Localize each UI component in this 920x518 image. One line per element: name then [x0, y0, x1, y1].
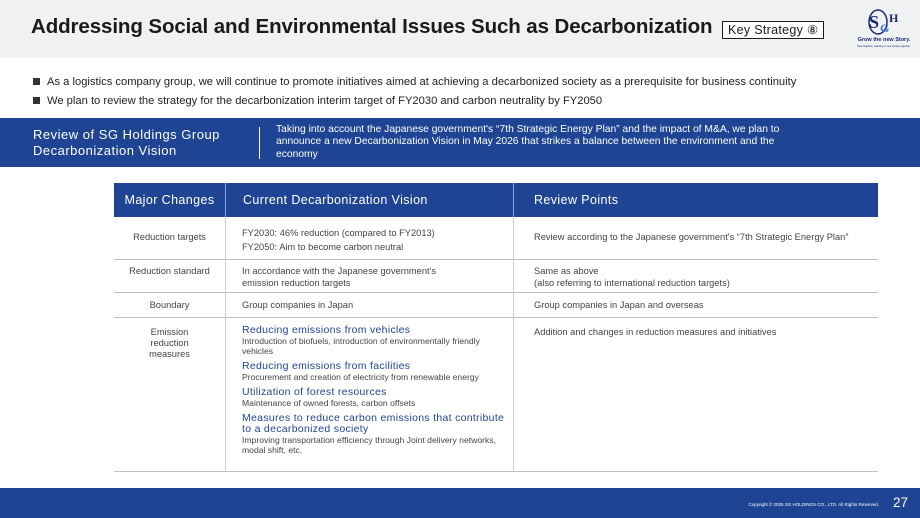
row-label-line: reduction	[150, 338, 189, 348]
key-strategy-badge: Key Strategy ⑧	[722, 21, 824, 39]
table-row	[114, 260, 878, 293]
cell-line: Review according to the Japanese government's “7th Strategic Energy Plan”	[534, 232, 849, 242]
measure-item	[242, 325, 507, 356]
cell-line: In accordance with the Japanese government's	[242, 266, 437, 276]
row-label: Reduction standard	[114, 260, 226, 292]
bullet-item	[33, 91, 796, 110]
cell-line: Same as above	[534, 266, 599, 276]
svg-text:S: S	[869, 12, 880, 32]
comparison-table	[114, 183, 878, 472]
row-label-line: Emission	[150, 327, 189, 337]
current-vision-cell	[226, 318, 514, 471]
square-bullet-icon	[33, 78, 40, 85]
review-band-title-line: Review of SG Holdings Group	[33, 127, 220, 142]
table-header	[114, 183, 878, 217]
cell-line: emission reduction targets	[242, 277, 351, 288]
measure-description: Introduction of biofuels, introduction of environmentally friendly vehicles	[242, 336, 480, 356]
sgh-logo	[856, 6, 912, 54]
bullet-text: We plan to review the strategy for the decarbonization interim target of FY2030 and carbon neutrality by FY2050	[47, 94, 603, 107]
current-vision-cell	[226, 260, 514, 292]
copyright-text: Copyright © 2025 SG HOLDINGS CO., LTD. All Rights Reserved.	[748, 502, 879, 507]
review-band	[0, 118, 920, 167]
sgh-logo-mark-icon	[856, 6, 912, 38]
table-row	[114, 318, 878, 472]
column-header-review-points: Review Points	[534, 193, 619, 207]
band-divider	[259, 127, 260, 159]
measure-description: Improving transportation efficiency through Joint delivery networks, modal shift, etc.	[242, 435, 496, 455]
page-title: Addressing Social and Environmental Issues Such as Decarbonization	[31, 15, 713, 38]
measure-description: Maintenance of owned forests, carbon offsets	[242, 398, 416, 408]
table-row	[114, 217, 878, 260]
review-band-text: Taking into account the Japanese government's “7th Strategic Energy Plan” and the impact of M&A, we plan to announce a new Decarbonization Vision in May 2026 that strikes a balance between the environment and the economy	[276, 124, 780, 160]
page-footer	[0, 488, 920, 518]
svg-text:G: G	[880, 21, 890, 35]
bullet-text: As a logistics company group, we will continue to promote initiatives aimed at achieving a decarbonized society as a prerequisite for business continuity	[47, 75, 797, 88]
review-points-cell	[514, 217, 878, 259]
row-label: Reduction targets	[114, 217, 226, 259]
svg-text:H: H	[889, 11, 899, 25]
column-header-major-changes: Major Changes	[114, 183, 226, 217]
cell-line: FY2030: 46% reduction (compared to FY2013)	[242, 228, 435, 238]
measure-item	[242, 361, 507, 382]
measure-heading: Utilization of forest resources	[242, 386, 387, 398]
current-vision-cell: Group companies in Japan	[226, 293, 514, 317]
measure-heading: Reducing emissions from facilities	[242, 360, 411, 372]
measure-heading: Reducing emissions from vehicles	[242, 324, 411, 336]
page-header	[0, 0, 920, 58]
review-points-cell: Group companies in Japan and overseas	[534, 300, 704, 310]
row-label-line: measures	[149, 349, 190, 359]
column-header-current-vision: Current Decarbonization Vision	[226, 183, 514, 217]
bullet-item	[33, 72, 796, 91]
square-bullet-icon	[33, 97, 40, 104]
measure-description: Procurement and creation of electricity from renewable energy	[242, 372, 479, 382]
current-vision-cell	[226, 217, 514, 259]
review-band-title	[33, 127, 220, 159]
bullet-list	[33, 72, 796, 110]
review-band-title-line: Decarbonization Vision	[33, 143, 177, 158]
cell-line: (also referring to international reduction targets)	[534, 277, 730, 288]
review-points-cell: Addition and changes in reduction measures and initiatives	[534, 327, 777, 337]
cell-line: FY2050: Aim to become carbon neutral	[242, 241, 404, 252]
measure-item	[242, 413, 507, 455]
logo-tagline: Grow the new Story.	[857, 37, 911, 43]
measure-heading: Measures to reduce carbon emissions that contribute to a decarbonized society	[242, 412, 505, 435]
row-label	[114, 318, 226, 471]
page-number: 27	[892, 495, 908, 510]
table-row	[114, 293, 878, 318]
row-label: Boundary	[114, 293, 226, 317]
logo-subline: New logistics, realizing a new society together.	[857, 45, 911, 48]
measure-item	[242, 387, 507, 408]
review-points-cell	[514, 260, 878, 292]
